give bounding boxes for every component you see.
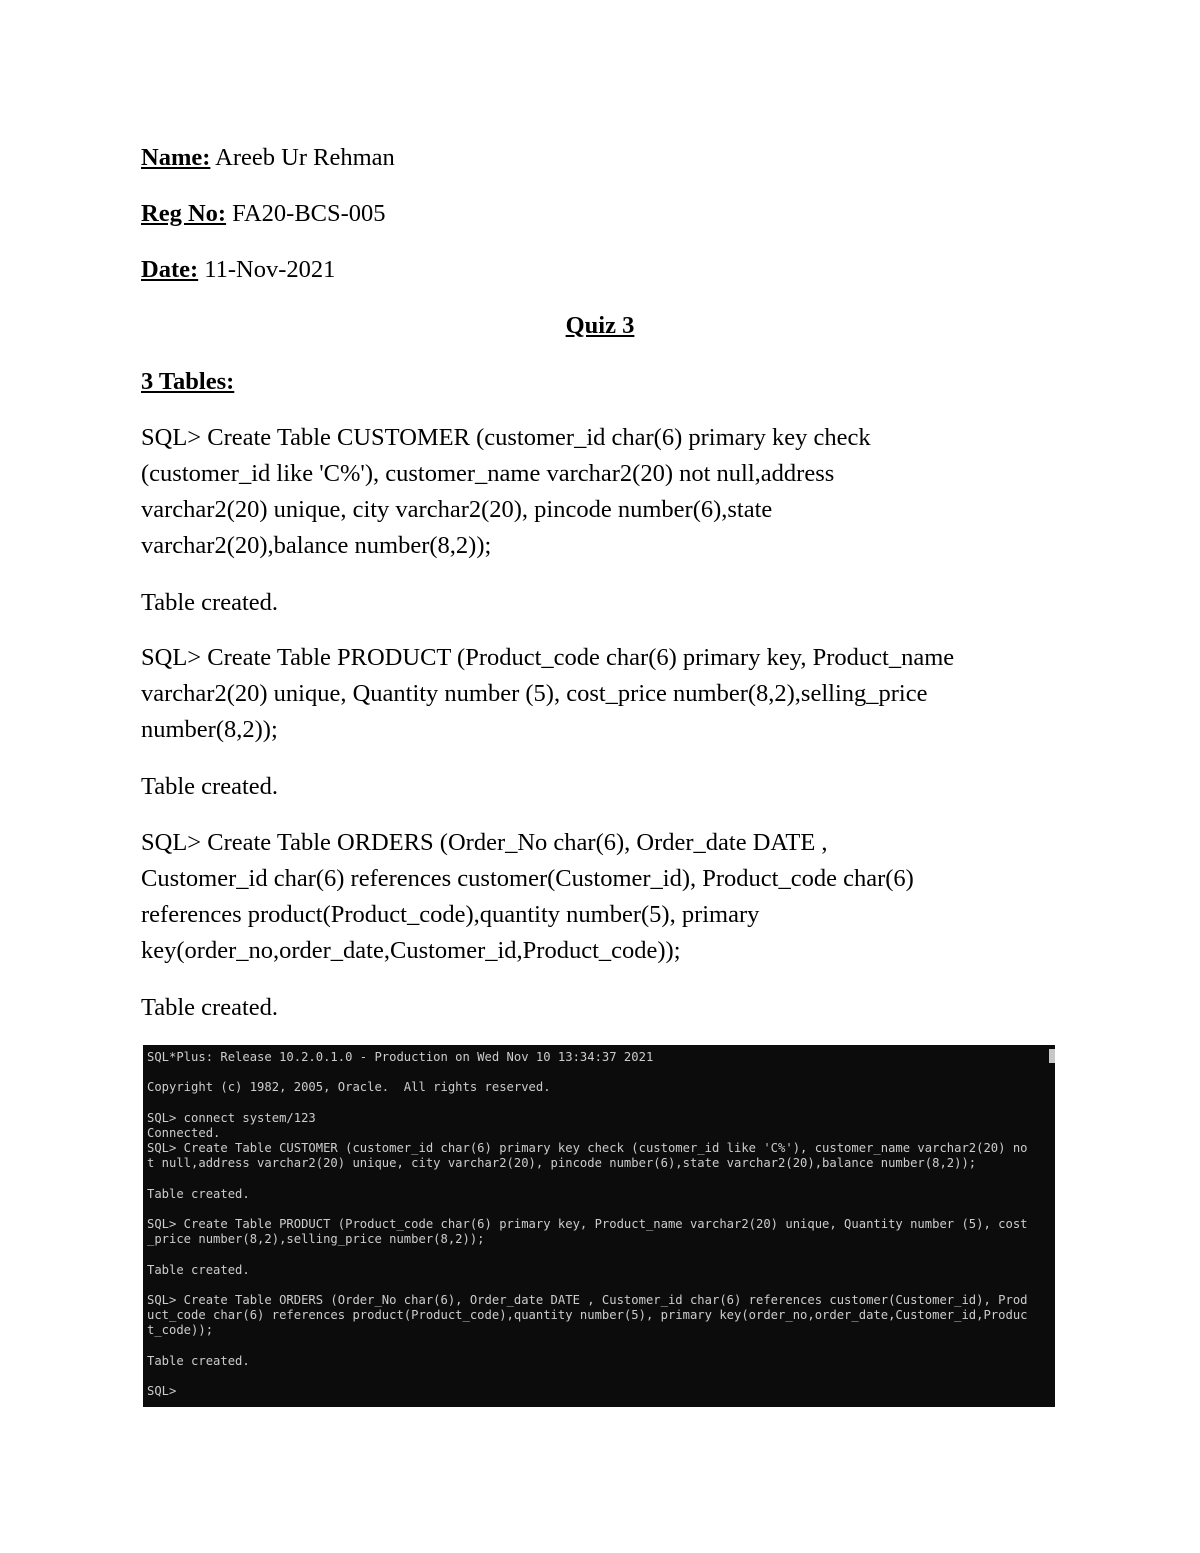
sql-line: varchar2(20),balance number(8,2)); xyxy=(141,532,492,559)
sql-line: Customer_id char(6) references customer(Customer_id), Product_code char(6) xyxy=(141,865,914,892)
console-line: SQL> connect system/123 xyxy=(147,1110,316,1125)
sql-line: key(order_no,order_date,Customer_id,Product_code)); xyxy=(141,937,681,964)
console-line xyxy=(147,1247,1055,1262)
name-value: Areeb Ur Rehman xyxy=(210,144,395,171)
sql-line: references product(Product_code),quantity number(5), primary xyxy=(141,901,760,928)
sqlplus-console-screenshot xyxy=(143,1045,1055,1407)
console-line: SQL*Plus: Release 10.2.0.1.0 - Production on Wed Nov 10 13:34:37 2021 xyxy=(147,1050,654,1064)
console-line: Connected. xyxy=(147,1125,221,1140)
sql-line: number(8,2)); xyxy=(141,716,278,743)
console-line xyxy=(147,1172,1055,1187)
date-value: 11-Nov-2021 xyxy=(198,256,336,283)
sql-line: SQL> Create Table PRODUCT (Product_code char(6) primary key, Product_name xyxy=(141,644,955,671)
sql-line: (customer_id like 'C%'), customer_name varchar2(20) not null,address xyxy=(141,460,835,487)
console-line: SQL> Create Table ORDERS (Order_No char(6), Order_date DATE , Customer_id char(6) references customer(Customer_id), Prod xyxy=(147,1293,1028,1307)
section-heading-text: 3 Tables: xyxy=(141,368,235,395)
date-label: Date: xyxy=(141,256,199,283)
sql-statement-orders xyxy=(141,825,1061,969)
sql-statement-customer xyxy=(141,420,1061,564)
reg-no-label: Reg No: xyxy=(141,200,227,227)
result-customer: Table created. xyxy=(141,589,279,616)
name-label: Name: xyxy=(141,144,211,171)
sql-statement-product xyxy=(141,640,1061,748)
console-line xyxy=(147,1096,1055,1111)
date-line xyxy=(141,252,1061,288)
console-line xyxy=(147,1202,1055,1217)
sql-line: varchar2(20) unique, city varchar2(20), pincode number(6),state xyxy=(141,496,773,523)
console-line xyxy=(147,1278,1055,1293)
console-line: Table created. xyxy=(147,1186,250,1201)
sql-line: SQL> Create Table CUSTOMER (customer_id char(6) primary key check xyxy=(141,424,871,451)
console-line: Table created. xyxy=(147,1262,250,1277)
console-line: t null,address varchar2(20) unique, city varchar2(20), pincode number(6),state varchar2(20),balance number(8,2)); xyxy=(147,1156,977,1171)
sql-line: varchar2(20) unique, Quantity number (5), cost_price number(8,2),selling_price xyxy=(141,680,928,707)
sql-line: SQL> Create Table ORDERS (Order_No char(6), Order_date DATE , xyxy=(141,829,828,856)
quiz-title: Quiz 3 xyxy=(565,312,635,339)
console-line xyxy=(147,1065,1055,1080)
console-line: SQL> Create Table PRODUCT (Product_code char(6) primary key, Product_name varchar2(20) unique, Quantity number (5), cost xyxy=(147,1217,1028,1232)
console-line xyxy=(147,1369,1055,1384)
console-line: Table created. xyxy=(147,1353,250,1368)
section-heading xyxy=(141,364,1061,400)
result-orders: Table created. xyxy=(141,994,279,1021)
reg-no-value: FA20-BCS-005 xyxy=(226,200,386,227)
console-line xyxy=(147,1339,1055,1354)
console-scrollbar xyxy=(1049,1049,1055,1063)
console-line: SQL> xyxy=(147,1384,177,1399)
result-product: Table created. xyxy=(141,773,279,800)
console-line: SQL> Create Table CUSTOMER (customer_id char(6) primary key check (customer_id like 'C%'), customer_name varchar2(20) no xyxy=(147,1141,1028,1156)
console-line: t_code)); xyxy=(147,1323,214,1338)
console-line: uct_code char(6) references product(Product_code),quantity number(5), primary key(order_no,order_date,Customer_id,Produc xyxy=(147,1308,1028,1323)
reg-no-line xyxy=(141,196,1061,232)
name-line xyxy=(141,140,1061,176)
console-line: Copyright (c) 1982, 2005, Oracle. All rights reserved. xyxy=(147,1080,551,1095)
console-line: _price number(8,2),selling_price number(8,2)); xyxy=(147,1232,485,1247)
